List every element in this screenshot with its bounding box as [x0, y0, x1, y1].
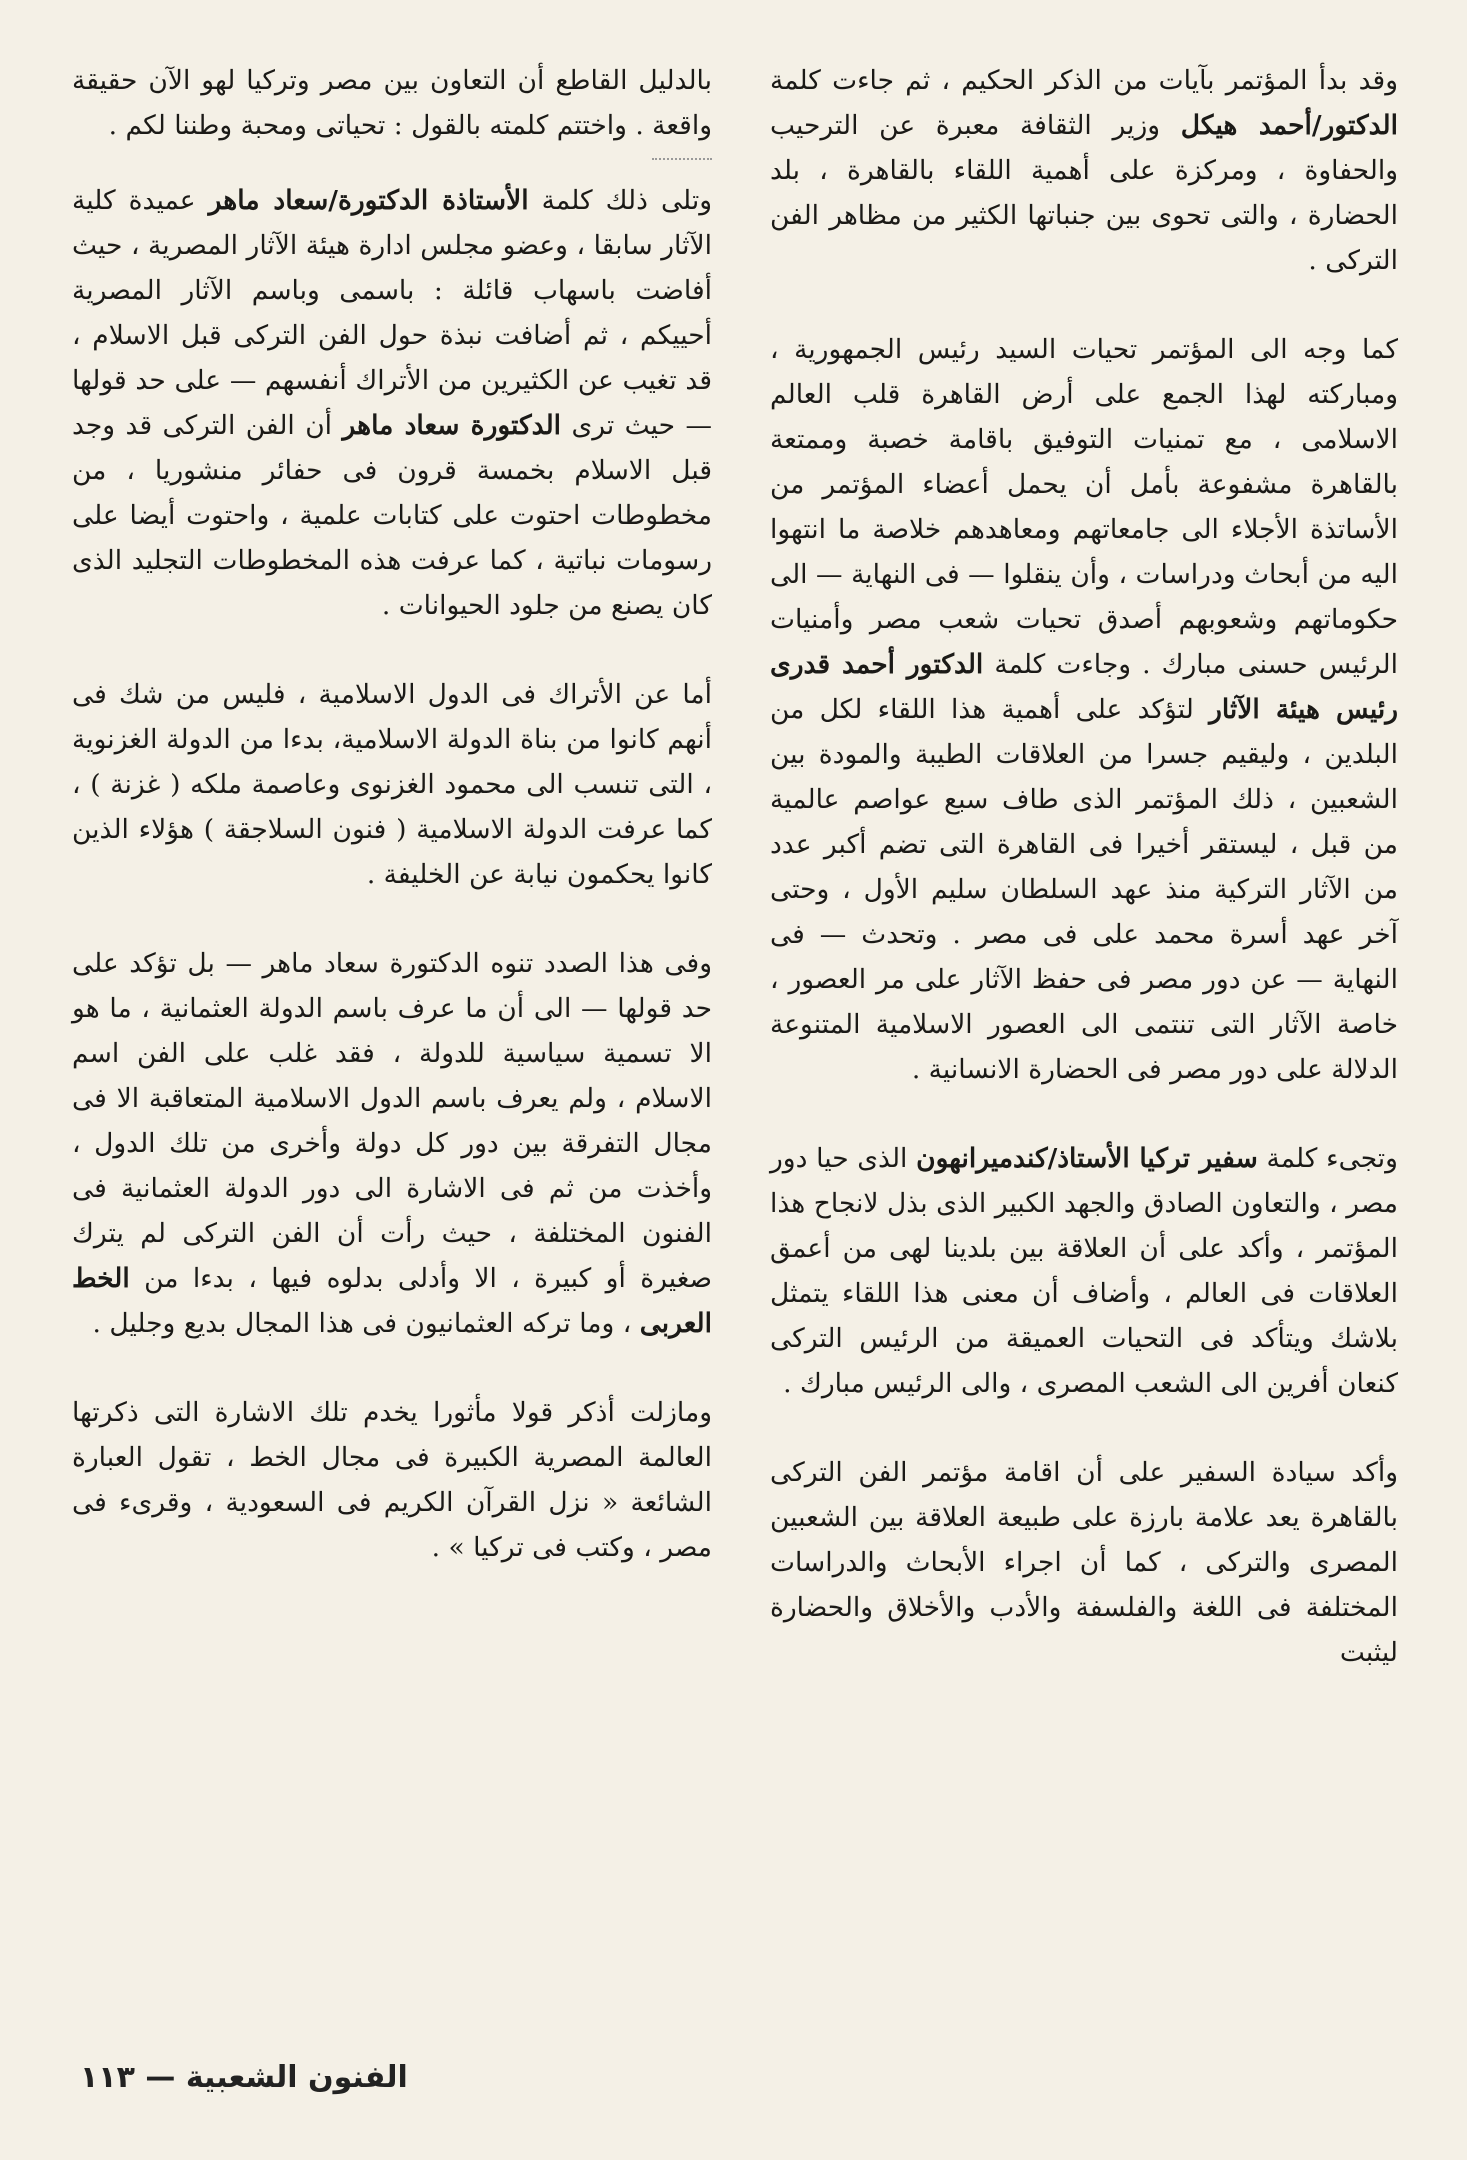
article-column-right	[770, 58, 1398, 1675]
paragraph: ومازلت أذكر قولا مأثورا يخدم تلك الاشارة التى ذكرتها العالمة المصرية الكبيرة فى مجال الخط ، تقول العبارة الشائعة « نزل القرآن الكريم فى السعودية ، وقرىء فى مصر ، وكتب فى تركيا » .	[72, 1397, 712, 1563]
paragraph: بالدليل القاطع أن التعاون بين مصر وتركيا لهو الآن حقيقة واقعة . واختتم كلمته بالقول : تحياتى ومحبة وطننا لكم .	[72, 65, 712, 141]
highlight-name: الدكتور أحمد قدرى رئيس هيئة الآثار	[770, 649, 1399, 725]
paragraph: أما عن الأتراك فى الدول الاسلامية ، فليس من شك فى أنهم كانوا من بناة الدولة الاسلامية، بدءا من الدولة الغزنوية ، التى تنسب الى محمود الغزنوى وعاصمة ملكه ( غزنة ) ، كما عرفت الدولة الاسلامية ( فنون السلاجقة ) هؤلاء الذين كانوا يحكمون نيابة عن الخليفة .	[72, 679, 712, 890]
highlight-term: الخط العربى	[72, 1263, 712, 1339]
paragraph: كما وجه الى المؤتمر تحيات السيد رئيس الجمهورية ، ومباركته لهذا الجمع على أرض القاهرة قلب العالم الاسلامى ، مع تمنيات التوفيق باقامة خصبة وممتعة بالقاهرة مشفوعة بأمل أن يحمل أعضاء المؤتمر من الأساتذة الأجلاء الى جامعاتهم ومعاهدهم خلاصة ما انتهوا اليه من أبحاث ودراسات ، وأن ينقلوا — فى النهاية — الى حكوماتهم وشعوبهم أصدق تحيات شعب مصر وأمنيات الرئيس حسنى مبارك . وجاءت كلمة الدكتور أحمد قدرى رئيس هيئة الآثار لتؤكد على أهمية هذا اللقاء لكل من البلدين ، وليقيم جسرا من العلاقات الطيبة والمودة بين الشعبين ، ذلك المؤتمر الذى طاف سبع عواصم عالمية من قبل ، ليستقر أخيرا فى القاهرة التى تضم أكبر عدد من الآثار التركية منذ عهد السلطان سليم الأول ، وحتى آخر عهد أسرة محمد على فى مصر . وتحدث — فى النهاية — عن دور مصر فى حفظ الآثار على مر العصور ، خاصة الآثار التى تنتمى الى العصور الاسلامية المتنوعة الدلالة على دور مصر فى الحضارة الانسانية .	[770, 334, 1399, 1085]
highlight-name: سفير تركيا الأستاذ/كندميرانهون	[916, 1143, 1258, 1174]
handwritten-mark	[652, 148, 712, 160]
paragraph: وأكد سيادة السفير على أن اقامة مؤتمر الفن التركى بالقاهرة يعد علامة بارزة على طبيعة العلاقة بين الشعبين المصرى والتركى ، كما أن اجراء الأبحاث والدراسات المختلفة فى اللغة والفلسفة والأدب والأخلاق والحضارة ليثبت	[770, 1457, 1398, 1668]
highlight-name: الأستاذة الدكتورة/سعاد ماهر	[208, 185, 529, 216]
paragraph: وفى هذا الصدد تنوه الدكتورة سعاد ماهر — بل تؤكد على حد قولها — الى أن ما عرف باسم الدولة العثمانية ، ما هو الا تسمية سياسية للدولة ، فقد غلب على الفن اسم الاسلام ، ولم يعرف باسم الدول الاسلامية المتعاقبة الا فى مجال التفرقة بين دور كل دولة وأخرى من تلك الدول ، وأخذت من ثم فى الاشارة الى دور الدولة العثمانية فى الفنون المختلفة ، حيث رأت أن الفن التركى لم يترك صغيرة أو كبيرة ، الا وأدلى بدلوه فيها ، بدءا من الخط العربى ، وما تركه العثمانيون فى هذا المجال بديع وجليل .	[72, 948, 712, 1339]
article-column-left	[72, 58, 712, 1570]
page-footer: الفنون الشعبية — ١١٣	[80, 2060, 408, 2095]
highlight-name: الدكتور/أحمد هيكل	[1180, 110, 1398, 141]
paragraph: وقد بدأ المؤتمر بآيات من الذكر الحكيم ، ثم جاءت كلمة الدكتور/أحمد هيكل وزير الثقافة معبرة عن الترحيب والحفاوة ، ومركزة على أهمية اللقاء بالقاهرة ، بلد الحضارة ، والتى تحوى بين جنباتها الكثير من مظاهر الفن التركى .	[770, 65, 1398, 276]
paragraph: وتلى ذلك كلمة الأستاذة الدكتورة/سعاد ماهر عميدة كلية الآثار سابقا ، وعضو مجلس ادارة هيئة الآثار المصرية ، حيث أفاضت باسهاب قائلة : باسمى وباسم الآثار المصرية أحييكم ، ثم أضافت نبذة حول الفن التركى قبل الاسلام ، قد تغيب عن الكثيرين من الأتراك أنفسهم — على حد قولها — حيث ترى الدكتورة سعاد ماهر أن الفن التركى قد وجد قبل الاسلام بخمسة قرون فى حفائر منشوريا ، من مخطوطات احتوت على كتابات علمية ، واحتوت أيضا على رسومات نباتية ، كما عرفت هذه المخطوطات التجليد الذى كان يصنع من جلود الحيوانات .	[72, 185, 712, 621]
paragraph: وتجىء كلمة سفير تركيا الأستاذ/كندميرانهون الذى حيا دور مصر ، والتعاون الصادق والجهد الكبير الذى بذل لانجاح هذا المؤتمر ، وأكد على أن العلاقة بين بلدينا لهى من أعمق العلاقات فى العالم ، وأضاف أن معنى هذا اللقاء يتمثل بلاشك ويتأكد فى التحيات العميقة من الرئيس التركى كنعان أفرين الى الشعب المصرى ، والى الرئيس مبارك .	[770, 1143, 1398, 1399]
highlight-name: الدكتورة سعاد ماهر	[342, 410, 562, 441]
